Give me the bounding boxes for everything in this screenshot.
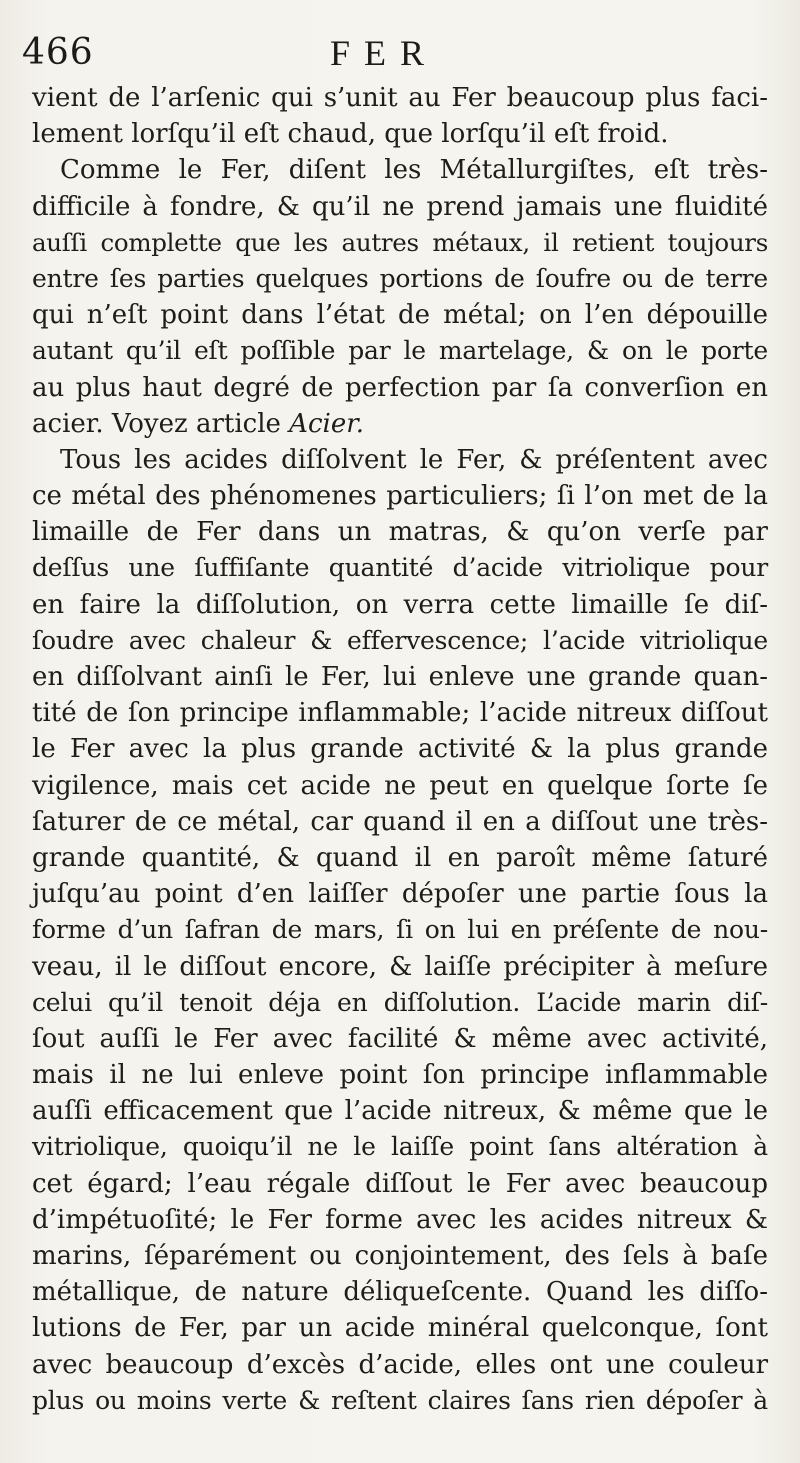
text-line: métallique, de nature déliqueſcente. Quand les diſſo- [32, 1277, 768, 1308]
text-line: auſſi efficacement que l’acide nitreux, & même que le [32, 1096, 768, 1127]
text-line: Comme le Fer, diſent les Métallurgiſtes, eſt très- [60, 155, 768, 186]
text-line: auſſi complette que les autres métaux, il retient toujours [32, 227, 768, 257]
text-line: grande quantité, & quand il en paroît même ſaturé [32, 842, 768, 873]
text-line: ſaturer de ce métal, car quand il en a diſſout une très- [32, 806, 768, 837]
text-line: entre ſes parties quelques portions de ſoufre ou de terre [32, 263, 768, 293]
text-line: lement lorſqu’il eſt chaud, que lorſqu’il eſt froid. [32, 119, 669, 150]
text-line: lutions de Fer, par un acide minéral quelconque, ſont [32, 1313, 768, 1344]
running-head: FER [330, 33, 439, 73]
text-line: vigilence, mais cet acide ne peut en quelque ſorte ſe [32, 770, 768, 801]
text-line: mais il ne lui enleve point ſon principe inflammable [32, 1060, 768, 1091]
text-line: cet égard; l’eau régale diſſout le Fer avec beaucoup [32, 1168, 768, 1199]
text-line: plus ou moins verte & reſtent claires ſans rien dépoſer à [32, 1385, 768, 1415]
text-line: juſqu’au point d’en laiſſer dépoſer une partie ſous la [32, 879, 768, 910]
text-line: en diſſolvant ainſi le Fer, lui enleve une grande quan- [32, 662, 768, 692]
text-line: Tous les acides diſſolvent le Fer, & préſentent avec [60, 444, 768, 475]
text-line: celui qu’il tenoit déja en diſſolution. L’acide marin diſ- [32, 987, 768, 1017]
cross-reference-acier: Acier. [289, 408, 365, 439]
text-line: avec beaucoup d’excès d’acide, elles ont une couleur [32, 1349, 768, 1380]
text-line: vitriolique, quoiqu’il ne le laiſſe point ſans altération à [32, 1132, 768, 1162]
page-number: 466 [22, 32, 94, 73]
text-line: au plus haut degré de perfection par ſa converſion en [32, 372, 768, 403]
text-line: le Fer avec la plus grande activité & la plus grande [32, 734, 768, 765]
body-text [32, 80, 768, 1419]
text-line: autant qu’il eſt poſſible par le martelage, & on le porte [32, 336, 768, 366]
text-line: ſout auſſi le Fer avec facilité & même avec activité, [32, 1023, 768, 1054]
text-line: qui n’eſt point dans l’état de métal; on l’en dépouille [32, 300, 768, 331]
text-line: marins, ſéparément ou conjointement, des ſels à baſe [32, 1241, 768, 1271]
text-line: d’impétuoſité; le Fer forme avec les acides nitreux & [32, 1204, 768, 1235]
text-line: veau, il le diſſout encore, & laiſſe précipiter à meſure [32, 951, 768, 982]
text-line: forme d’un ſafran de mars, ſi on lui en préſente de nou- [32, 915, 768, 945]
text-line: en faire la diſſolution, on verra cette limaille ſe diſ- [32, 589, 768, 620]
page-header [22, 30, 778, 78]
text-line-with-reference [32, 406, 768, 442]
text-line: difficile à fondre, & qu’il ne prend jamais une fluidité [32, 191, 768, 222]
text-line: vient de l’arſenic qui s’unit au Fer beaucoup plus faci- [32, 83, 768, 113]
text-line: tité de ſon principe inflammable; l’acide nitreux diſſout [32, 698, 768, 729]
text-line: ſoudre avec chaleur & effervescence; l’acide vitriolique [32, 625, 768, 655]
text-line-prefix: acier. Voyez article [32, 408, 290, 439]
text-line: ce métal des phénomenes particuliers; ſi l’on met de la [32, 481, 768, 512]
text-line: limaille de Fer dans un matras, & qu’on verſe par [32, 517, 768, 548]
text-line: deſſus une ſuffiſante quantité d’acide vitriolique pour [32, 553, 768, 583]
